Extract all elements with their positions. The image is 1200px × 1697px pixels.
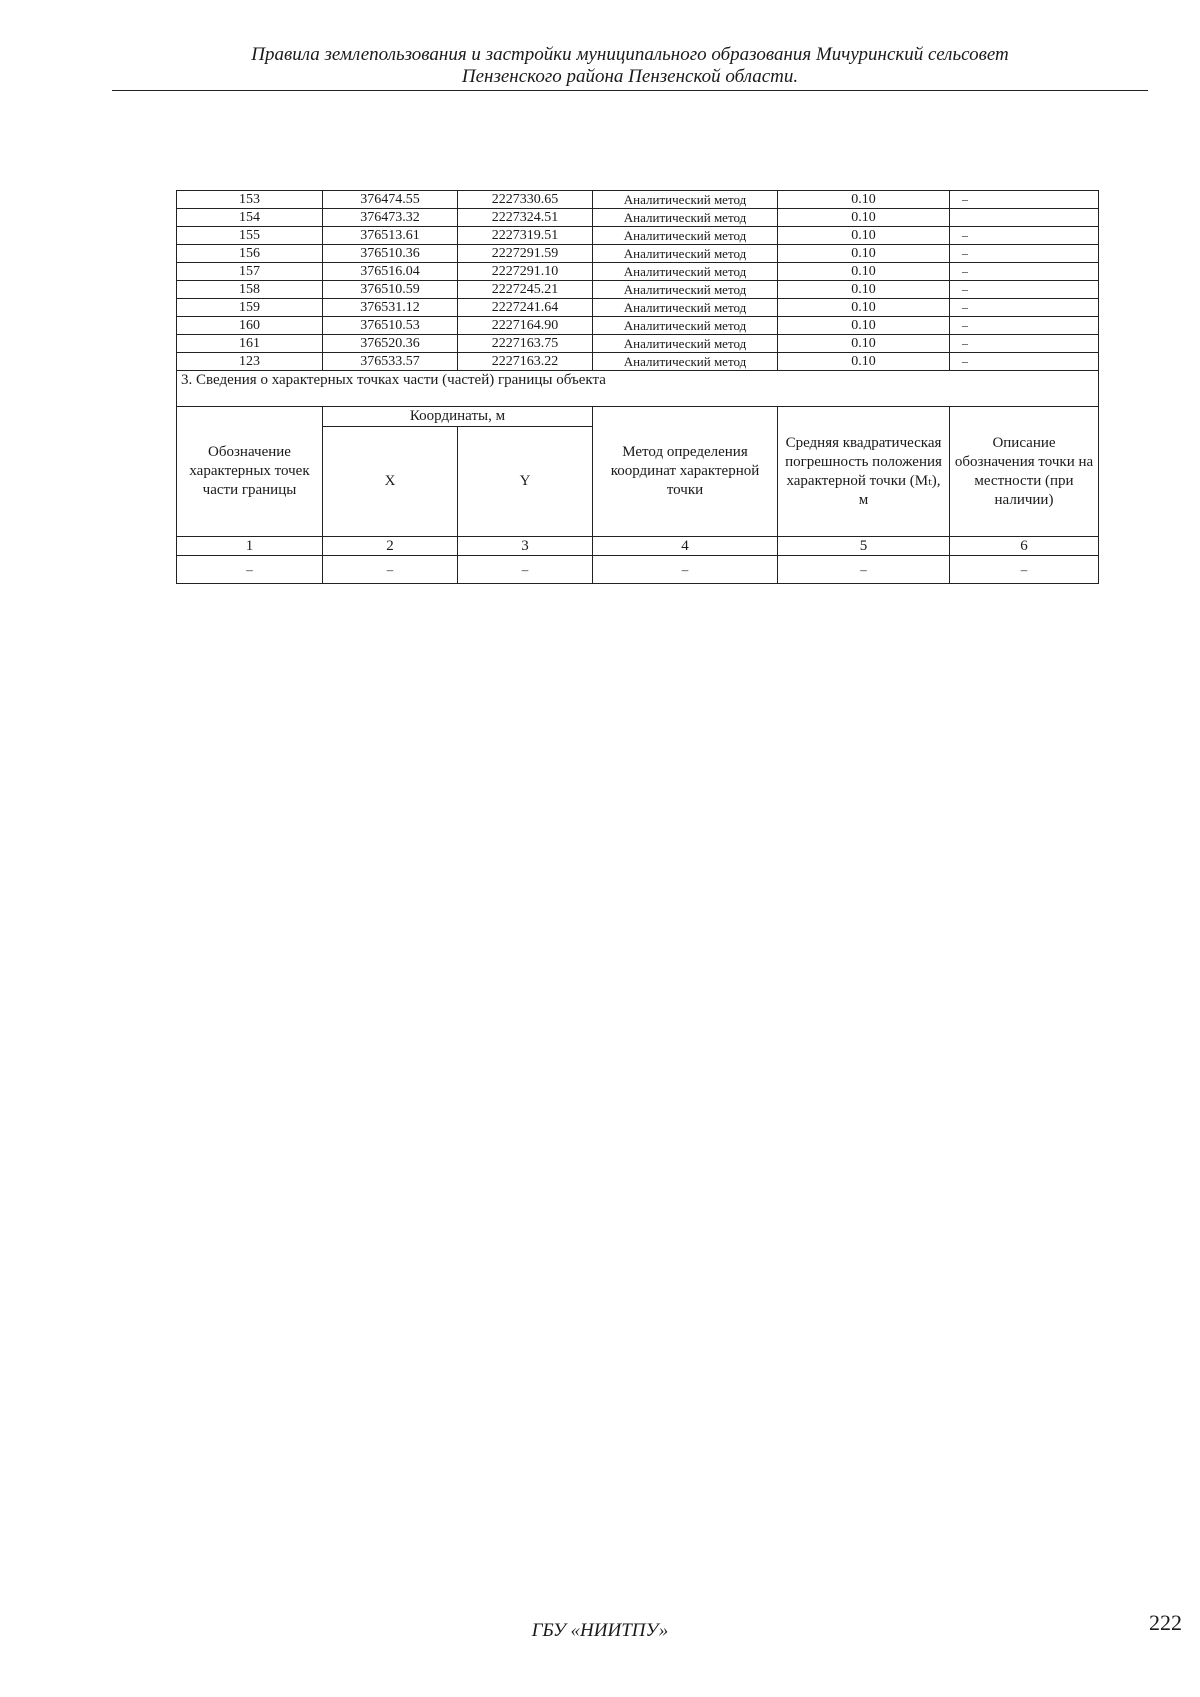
table-row bbox=[177, 353, 1099, 371]
method-cell: Аналитический метод bbox=[593, 209, 778, 227]
data-rows bbox=[177, 191, 1099, 371]
error-cell: 0.10 bbox=[778, 245, 950, 263]
boundary-points-table bbox=[176, 190, 1099, 584]
description-cell: – bbox=[950, 353, 1099, 371]
method-cell: Аналитический метод bbox=[593, 263, 778, 281]
error-cell: 0.10 bbox=[778, 263, 950, 281]
y-coordinate-cell: 2227291.10 bbox=[458, 263, 593, 281]
table-row bbox=[177, 299, 1099, 317]
description-cell: – bbox=[950, 191, 1099, 209]
point-id-cell: 159 bbox=[177, 299, 323, 317]
column-number: 3 bbox=[458, 537, 593, 556]
header-line-2: Пензенского района Пензенской области. bbox=[461, 66, 799, 87]
x-coordinate-cell: 376510.59 bbox=[323, 281, 458, 299]
page-number: 222 bbox=[1149, 1610, 1182, 1635]
method-cell: Аналитический метод bbox=[593, 191, 778, 209]
error-cell: 0.10 bbox=[778, 317, 950, 335]
description-cell: – bbox=[950, 245, 1099, 263]
method-cell: Аналитический метод bbox=[593, 245, 778, 263]
table-row bbox=[177, 263, 1099, 281]
header-divider bbox=[112, 90, 1148, 91]
column-number: 5 bbox=[778, 537, 950, 556]
header-line-1: Правила землепользования и застройки муниципального образования Мичуринский сельсовет bbox=[251, 44, 1009, 65]
table-row bbox=[177, 245, 1099, 263]
header-description: Описание обозначения точки на местности (при наличии) bbox=[950, 407, 1099, 537]
table-row bbox=[177, 191, 1099, 209]
x-coordinate-cell: 376473.32 bbox=[323, 209, 458, 227]
empty-cell: – bbox=[778, 556, 950, 584]
error-cell: 0.10 bbox=[778, 299, 950, 317]
header-x: X bbox=[323, 427, 458, 537]
description-cell: – bbox=[950, 335, 1099, 353]
x-coordinate-cell: 376474.55 bbox=[323, 191, 458, 209]
point-id-cell: 123 bbox=[177, 353, 323, 371]
x-coordinate-cell: 376533.57 bbox=[323, 353, 458, 371]
header-y: Y bbox=[458, 427, 593, 537]
empty-cell: – bbox=[458, 556, 593, 584]
error-cell: 0.10 bbox=[778, 281, 950, 299]
method-cell: Аналитический метод bbox=[593, 227, 778, 245]
x-coordinate-cell: 376510.53 bbox=[323, 317, 458, 335]
point-id-cell: 154 bbox=[177, 209, 323, 227]
table-row bbox=[177, 209, 1099, 227]
table-row bbox=[177, 317, 1099, 335]
error-cell: 0.10 bbox=[778, 191, 950, 209]
description-cell: – bbox=[950, 263, 1099, 281]
column-number: 2 bbox=[323, 537, 458, 556]
empty-row bbox=[177, 556, 1099, 584]
y-coordinate-cell: 2227291.59 bbox=[458, 245, 593, 263]
description-cell: – bbox=[950, 227, 1099, 245]
table-row bbox=[177, 281, 1099, 299]
description-cell bbox=[950, 209, 1099, 227]
empty-cell: – bbox=[950, 556, 1099, 584]
header-method: Метод определения координат характерной точки bbox=[593, 407, 778, 537]
table-row bbox=[177, 227, 1099, 245]
method-cell: Аналитический метод bbox=[593, 335, 778, 353]
x-coordinate-cell: 376510.36 bbox=[323, 245, 458, 263]
empty-cell: – bbox=[593, 556, 778, 584]
error-cell: 0.10 bbox=[778, 335, 950, 353]
point-id-cell: 155 bbox=[177, 227, 323, 245]
x-coordinate-cell: 376513.61 bbox=[323, 227, 458, 245]
header-coordinates: Координаты, м bbox=[323, 407, 593, 427]
y-coordinate-cell: 2227319.51 bbox=[458, 227, 593, 245]
y-coordinate-cell: 2227163.75 bbox=[458, 335, 593, 353]
description-cell: – bbox=[950, 317, 1099, 335]
point-id-cell: 158 bbox=[177, 281, 323, 299]
table-row bbox=[177, 335, 1099, 353]
footer-org: ГБУ «НИИТПУ» bbox=[531, 1620, 669, 1641]
header-error: Средняя квадратическая погрешность положения характерной точки (Мₜ), м bbox=[778, 407, 950, 537]
method-cell: Аналитический метод bbox=[593, 299, 778, 317]
column-number: 6 bbox=[950, 537, 1099, 556]
empty-cell: – bbox=[177, 556, 323, 584]
y-coordinate-cell: 2227163.22 bbox=[458, 353, 593, 371]
point-id-cell: 157 bbox=[177, 263, 323, 281]
method-cell: Аналитический метод bbox=[593, 317, 778, 335]
description-cell: – bbox=[950, 299, 1099, 317]
x-coordinate-cell: 376516.04 bbox=[323, 263, 458, 281]
empty-cell: – bbox=[323, 556, 458, 584]
point-id-cell: 156 bbox=[177, 245, 323, 263]
header-designation: Обозначение характерных точек части границы bbox=[177, 407, 323, 537]
y-coordinate-cell: 2227164.90 bbox=[458, 317, 593, 335]
method-cell: Аналитический метод bbox=[593, 281, 778, 299]
method-cell: Аналитический метод bbox=[593, 353, 778, 371]
error-cell: 0.10 bbox=[778, 209, 950, 227]
x-coordinate-cell: 376531.12 bbox=[323, 299, 458, 317]
y-coordinate-cell: 2227330.65 bbox=[458, 191, 593, 209]
column-number: 4 bbox=[593, 537, 778, 556]
y-coordinate-cell: 2227241.64 bbox=[458, 299, 593, 317]
column-number-row bbox=[177, 537, 1099, 556]
error-cell: 0.10 bbox=[778, 353, 950, 371]
page-header bbox=[112, 44, 1148, 88]
description-cell: – bbox=[950, 281, 1099, 299]
y-coordinate-cell: 2227245.21 bbox=[458, 281, 593, 299]
point-id-cell: 161 bbox=[177, 335, 323, 353]
section-title: 3. Сведения о характерных точках части (частей) границы объекта bbox=[177, 371, 1099, 407]
column-number: 1 bbox=[177, 537, 323, 556]
x-coordinate-cell: 376520.36 bbox=[323, 335, 458, 353]
y-coordinate-cell: 2227324.51 bbox=[458, 209, 593, 227]
error-cell: 0.10 bbox=[778, 227, 950, 245]
point-id-cell: 160 bbox=[177, 317, 323, 335]
point-id-cell: 153 bbox=[177, 191, 323, 209]
